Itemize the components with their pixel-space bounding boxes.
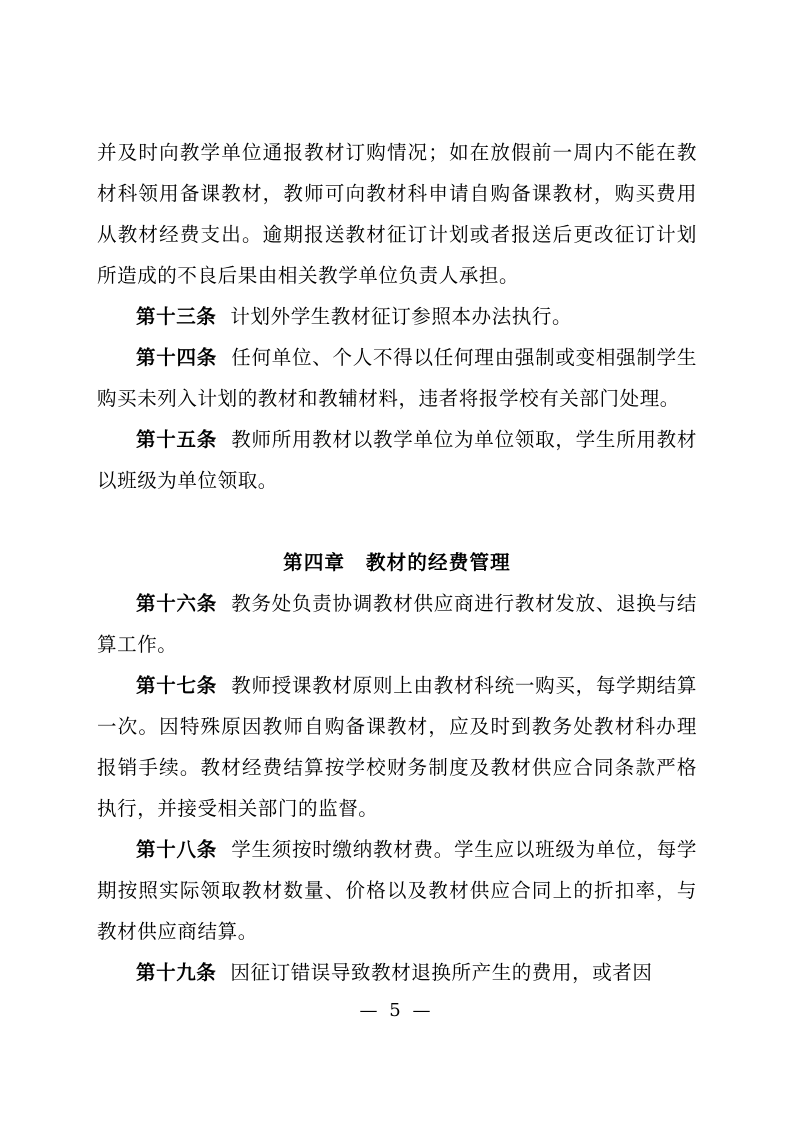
document-body: [97, 132, 697, 993]
page-number-text: — 5 —: [359, 1000, 434, 1021]
paragraph-text: 并及时向教学单位通报教材订购情况；如在放假前一周内不能在教材科领用备课教材，教师可向教材科申请自购备课教材，购买费用从教材经费支出。逾期报送教材征订计划或者报送后更改征订计划所造成的不良后果由相关教学单位负责人承担。: [97, 141, 697, 287]
article-15: [97, 419, 697, 501]
article-label: 第十五条: [136, 428, 218, 451]
page-number: [0, 1000, 793, 1021]
article-text: 教师所用教材以教学单位为单位领取，学生所用教材以班级为单位领取。: [97, 428, 697, 492]
article-text: 计划外学生教材征订参照本办法执行。: [230, 305, 573, 328]
article-text: 因征订错误导致教材退换所产生的费用，或者因: [230, 961, 653, 984]
article-16: [97, 583, 697, 665]
section-spacer: [97, 501, 697, 542]
paragraph-continued: [97, 132, 697, 296]
article-label: 第十三条: [136, 305, 217, 328]
article-text: 学生须按时缴纳教材费。学生应以班级为单位，每学期按照实际领取教材数量、价格以及教材供应合同上的折扣率，与教材供应商结算。: [97, 838, 697, 943]
article-label: 第十六条: [136, 592, 218, 615]
article-label: 第十四条: [136, 346, 218, 369]
article-text: 任何单位、个人不得以任何理由强制或变相强制学生购买未列入计划的教材和教辅材料，违者将报学校有关部门处理。: [97, 346, 697, 410]
article-label: 第十七条: [136, 674, 218, 697]
article-text: 教师授课教材原则上由教材科统一购买，每学期结算一次。因特殊原因教师自购备课教材，应及时到教务处教材科办理报销手续。教材经费结算按学校财务制度及教材供应合同条款严格执行，并接受相关部门的监督。: [97, 674, 697, 820]
article-14: [97, 337, 697, 419]
article-13: [97, 296, 697, 337]
article-19: [97, 952, 697, 993]
article-label: 第十八条: [136, 838, 218, 861]
article-17: [97, 665, 697, 829]
article-label: 第十九条: [136, 961, 217, 984]
article-18: [97, 829, 697, 952]
article-text: 教务处负责协调教材供应商进行教材发放、退换与结算工作。: [97, 592, 697, 656]
chapter-heading-text: 第四章 教材的经费管理: [283, 551, 511, 574]
chapter-heading: [97, 542, 697, 583]
